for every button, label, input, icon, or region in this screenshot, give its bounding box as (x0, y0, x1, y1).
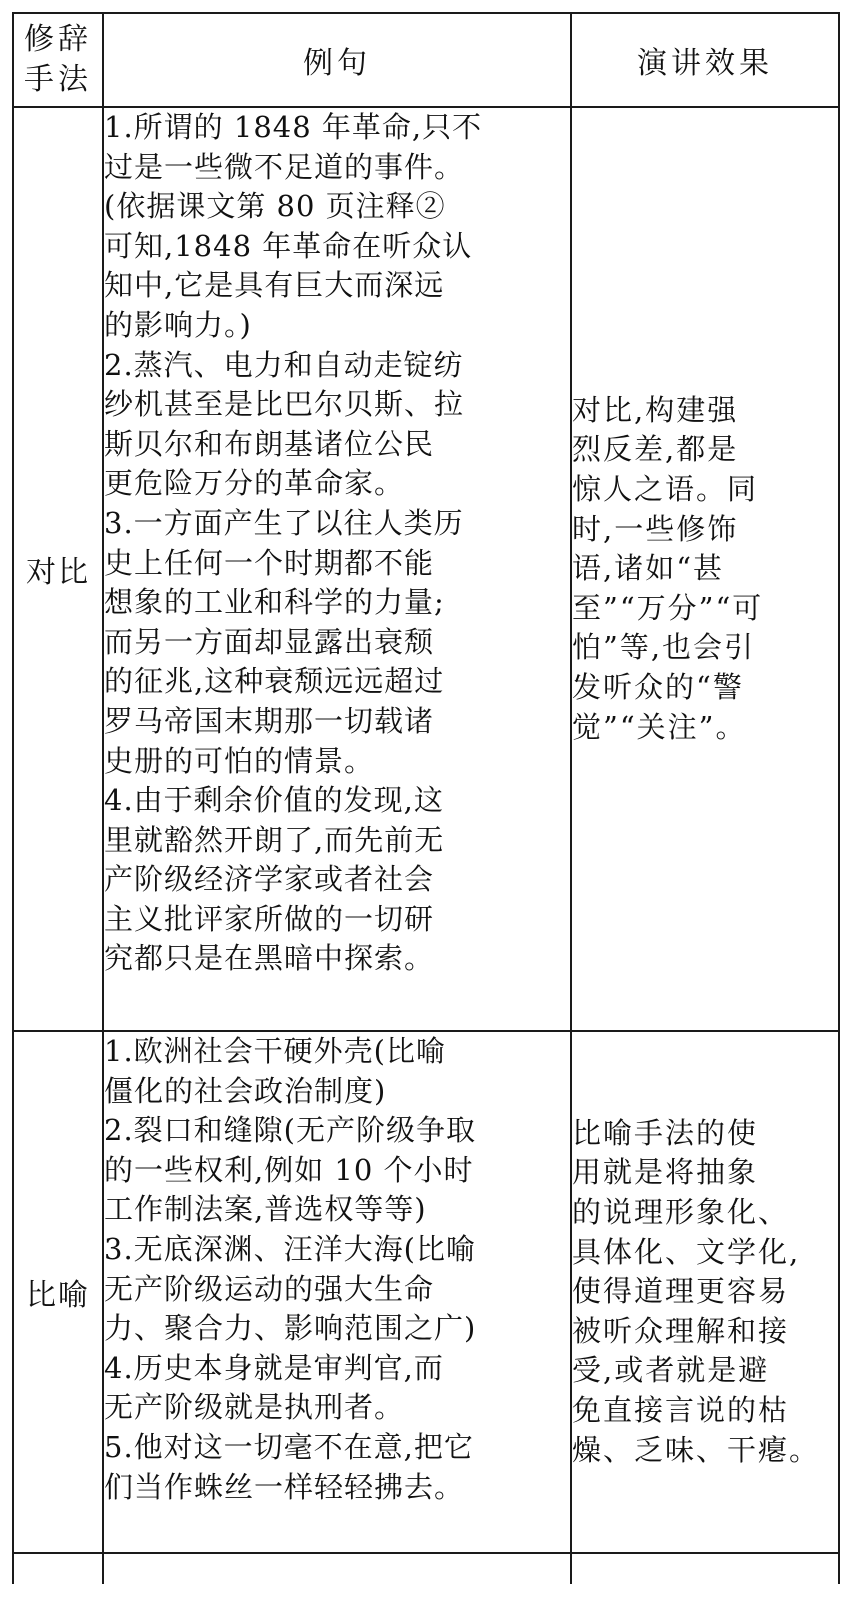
example-line: 产阶级经济学家或者社会 (104, 862, 435, 897)
example-line: 斯贝尔和布朗基诸位公民 (104, 426, 435, 461)
effect-cell (571, 107, 839, 1031)
header-technique-line: 手法 (24, 62, 92, 97)
document-sheet (12, 12, 838, 1602)
example-line: 们当作蛛丝一样轻轻拂去。 (104, 1469, 465, 1504)
table-row (13, 1031, 839, 1553)
header-technique (13, 13, 103, 107)
empty-cell (13, 1553, 103, 1584)
example-line: 的征兆,这种衰颓远远超过 (104, 664, 445, 699)
effect-line: 至”“万分”“可 (572, 590, 764, 625)
example-line: 史上任何一个时期都不能 (104, 545, 435, 580)
effect-line: 的说理形象化、 (572, 1195, 790, 1230)
table-row (13, 107, 839, 1031)
effect-line: 对比,构建强 (572, 392, 739, 427)
example-line: 主义批评家所做的一切研 (104, 901, 435, 936)
empty-cell (571, 1553, 839, 1584)
example-line: 更危险万分的革命家。 (104, 466, 405, 501)
example-line: 3.一方面产生了以往人类历 (104, 505, 464, 540)
example-line: 罗马帝国末期那一切载诸 (104, 703, 435, 738)
example-line: 而另一方面却显露出衰颓 (104, 624, 435, 659)
rhetoric-table (12, 12, 840, 1584)
example-line: 2.裂口和缝隙(无产阶级争取 (104, 1113, 476, 1148)
example-line: 4.由于剩余价值的发现,这 (104, 783, 444, 818)
header-row (13, 13, 839, 107)
effect-line: 用就是将抽象 (572, 1155, 759, 1190)
example-line: 知中,它是具有巨大而深远 (104, 268, 445, 303)
example-line: 4.历史本身就是审判官,而 (104, 1350, 444, 1385)
example-cell (103, 1031, 571, 1553)
effect-line: 怕”等,也会引 (572, 630, 756, 665)
empty-cell (103, 1553, 571, 1584)
effect-line: 惊人之语。同 (572, 472, 759, 507)
effect-line: 具体化、文学化, (572, 1234, 801, 1269)
header-effect: 演讲效果 (571, 13, 839, 107)
effect-line: 被听众理解和接 (572, 1313, 790, 1348)
example-line: 过是一些微不足道的事件。 (104, 149, 465, 184)
table-row-partial (13, 1553, 839, 1584)
example-line: 的一些权利,例如 10 个小时 (104, 1152, 474, 1187)
effect-line: 比喻手法的使 (572, 1115, 759, 1150)
header-technique-line: 修辞 (24, 22, 92, 57)
example-line: 的影响力。) (104, 307, 252, 342)
example-line: 史册的可怕的情景。 (104, 743, 375, 778)
example-line: 无产阶级就是执刑者。 (104, 1390, 405, 1425)
effect-line: 语,诸如“甚 (572, 551, 725, 586)
example-line: 1.所谓的 1848 年革命,只不 (104, 110, 483, 144)
example-cell (103, 107, 571, 1031)
example-line: 可知,1848 年革命在听众认 (104, 228, 473, 263)
header-example: 例句 (103, 13, 571, 107)
example-line: 3.无底深渊、汪洋大海(比喻 (104, 1231, 476, 1266)
example-line: 工作制法案,普选权等等) (104, 1192, 427, 1227)
example-line: 想象的工业和科学的力量; (104, 585, 445, 620)
example-line: 1.欧洲社会干硬外壳(比喻 (104, 1034, 446, 1068)
example-line: 僵化的社会政治制度) (104, 1073, 387, 1108)
effect-line: 免直接言说的枯 (572, 1392, 790, 1427)
example-line: 2.蒸汽、电力和自动走锭纺 (104, 347, 464, 382)
example-line: 究都只是在黑暗中探索。 (104, 941, 435, 976)
example-line: 纱机甚至是比巴尔贝斯、拉 (104, 387, 465, 422)
effect-line: 觉”“关注”。 (572, 709, 747, 744)
technique-cell: 对比 (13, 107, 103, 1031)
effect-line: 使得道理更容易 (572, 1274, 790, 1309)
effect-line: 受,或者就是避 (572, 1353, 770, 1388)
technique-cell: 比喻 (13, 1031, 103, 1553)
effect-cell (571, 1031, 839, 1553)
effect-line: 燥、乏味、干瘪。 (572, 1432, 821, 1467)
effect-line: 时,一些修饰 (572, 511, 739, 546)
example-line: (依据课文第 80 页注释② (104, 189, 446, 224)
example-line: 无产阶级运动的强大生命 (104, 1271, 435, 1306)
effect-line: 发听众的“警 (572, 669, 744, 704)
example-line: 5.他对这一切毫不在意,把它 (104, 1429, 474, 1464)
example-line: 力、聚合力、影响范围之广) (104, 1311, 477, 1346)
example-line: 里就豁然开朗了,而先前无 (104, 822, 445, 857)
effect-line: 烈反差,都是 (572, 432, 739, 467)
